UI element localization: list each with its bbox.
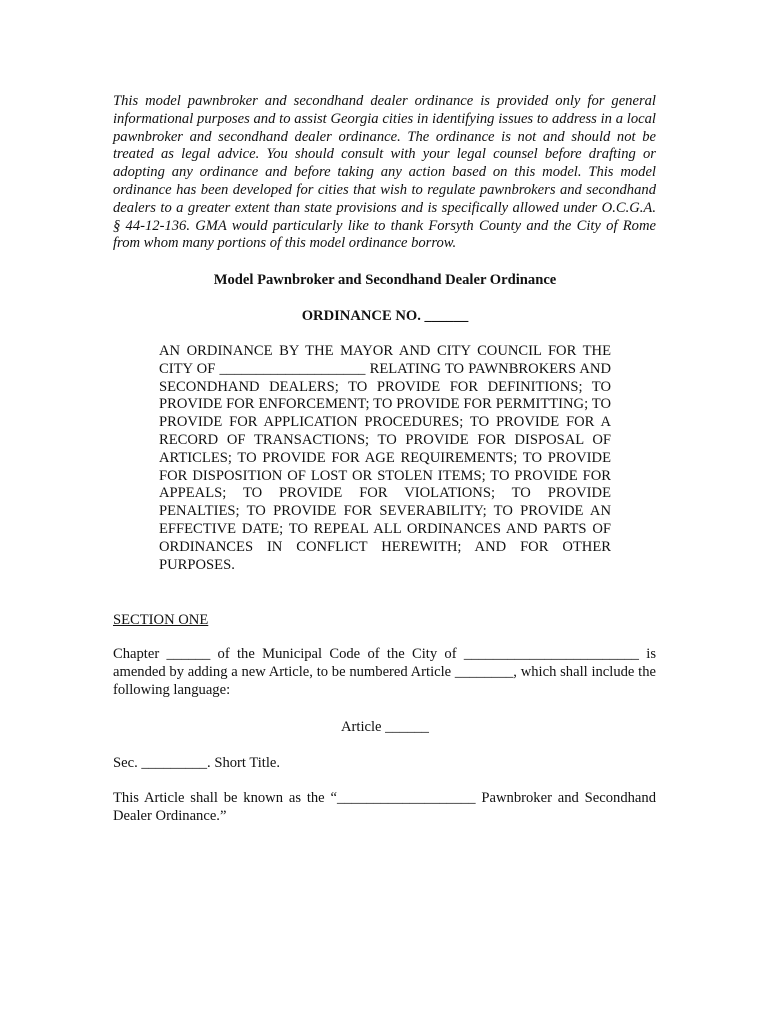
ordinance-preamble: AN ORDINANCE BY THE MAYOR AND CITY COUNCIL FOR THE CITY OF ____________________ RELATING TO PAWNBROKERS AND SECONDHAND DEALERS; TO PROVIDE FOR DEFINITIONS; TO PROVIDE FOR ENFORCEMENT; TO PROVIDE FOR PERMITTING; TO PROVIDE FOR APPLICATION PROCEDURES; TO PROVIDE FOR A RECORD OF TRANSACTIONS; TO PROVIDE FOR DISPOSAL OF ARTICLES; TO PROVIDE FOR AGE REQUIREMENTS; TO PROVIDE FOR DISPOSITION OF LOST OR STOLEN ITEMS; TO PROVIDE FOR APPEALS; TO PROVIDE FOR VIOLATIONS; TO PROVIDE PENALTIES; TO PROVIDE FOR SEVERABILITY; TO PROVIDE AN EFFECTIVE DATE; TO REPEAL ALL ORDINANCES AND PARTS OF ORDINANCES IN CONFLICT HEREWITH; AND FOR OTHER PURPOSES.: [159, 343, 611, 573]
document-title: Model Pawnbroker and Secondhand Dealer Ordinance: [213, 272, 557, 288]
section-short-title: Sec. _________. Short Title.: [113, 755, 281, 771]
ordinance-number: ORDINANCE NO. ______: [301, 308, 469, 324]
article-heading: Article ______: [341, 719, 429, 735]
section-one-heading: SECTION ONE: [113, 612, 209, 628]
section-one-paragraph: Chapter ______ of the Municipal Code of the City of ________________________ is amended by adding a new Article, to be numbered Article ________, which shall include the following language:: [113, 646, 656, 698]
short-title-paragraph: This Article shall be known as the “___________________ Pawnbroker and Secondhand Dealer Ordinance.”: [113, 790, 656, 824]
disclaimer-paragraph: This model pawnbroker and secondhand dealer ordinance is provided only for general informational purposes and to assist Georgia cities in identifying issues to address in a local pawnbroker and secondhand dealer ordinance. The ordinance is not and should not be treated as legal advice. You should consult with your legal counsel before drafting or adopting any ordinance and before taking any action based on this model. This model ordinance has been developed for cities that wish to regulate pawnbrokers and secondhand dealers to a greater extent than state provisions and is specifically allowed under O.C.G.A. § 44-12-136. GMA would particularly like to thank Forsyth County and the City of Rome from whom many portions of this model ordinance borrow.: [113, 93, 656, 252]
